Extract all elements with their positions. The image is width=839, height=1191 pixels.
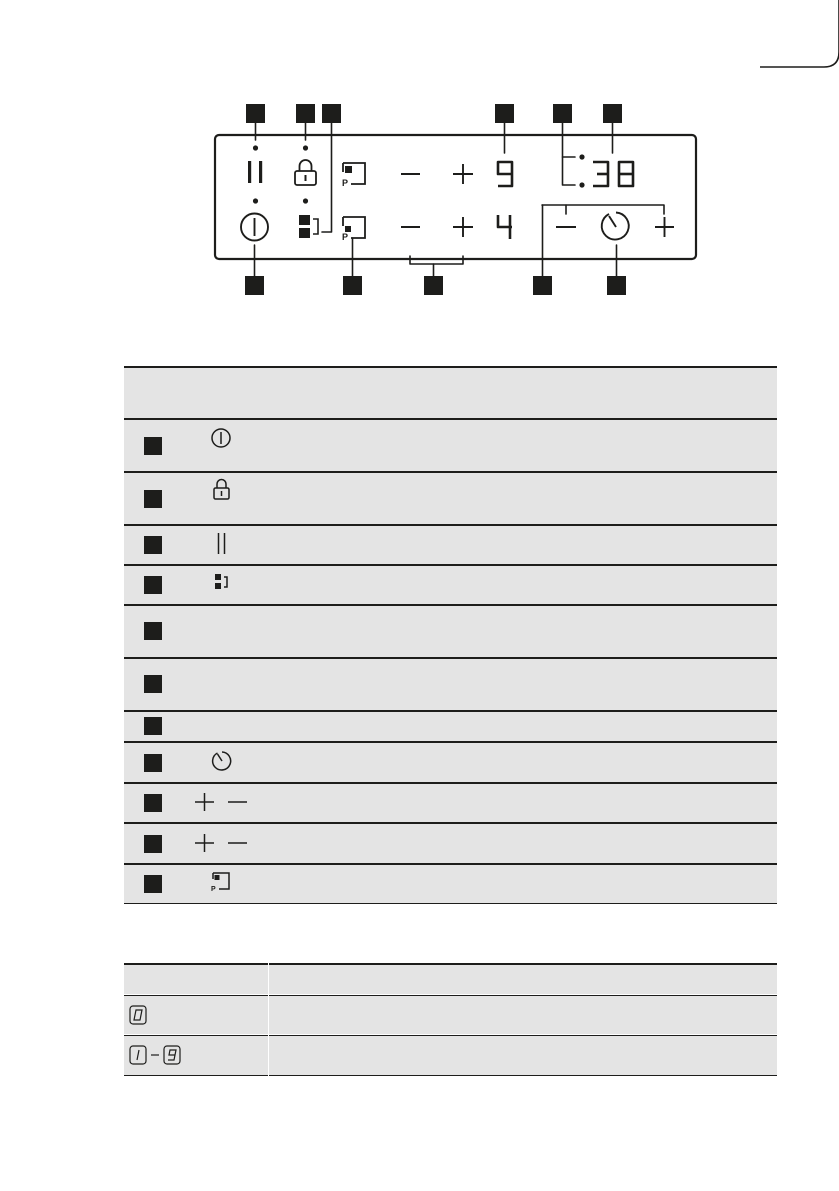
column-divider: [268, 963, 269, 1076]
bridge-icon: [299, 215, 318, 238]
row-marker: [144, 754, 162, 772]
row-marker: [144, 717, 162, 735]
display-table-header-row: [124, 963, 777, 994]
function-table-symbols: [180, 420, 270, 900]
row-marker: [144, 437, 162, 455]
display-table-row: [124, 996, 777, 1034]
row-marker: [144, 576, 162, 594]
row-marker: [144, 490, 162, 508]
panel-outline: [215, 135, 696, 259]
display-table-symbols: [124, 996, 204, 1076]
pause-icon: [248, 161, 262, 183]
row-marker: [144, 675, 162, 693]
lock-icon: [295, 160, 316, 185]
display-table-row: [124, 1036, 777, 1075]
on-off-icon: [241, 214, 268, 241]
timer-icon: [213, 752, 231, 770]
display-digit-9-icon: [164, 1046, 180, 1064]
plus-minus-icon: [195, 834, 247, 852]
power-boost-bottom-icon: [342, 217, 365, 242]
row-marker: [144, 875, 162, 893]
lock-icon: [214, 480, 229, 500]
pause-icon: [219, 533, 225, 554]
display-digit-0-icon: [130, 1006, 146, 1024]
row-marker: [144, 536, 162, 554]
row-marker: [144, 794, 162, 812]
digit-8-display: [619, 162, 633, 186]
digit-4-display: [498, 215, 512, 239]
display-digit-1-icon: [130, 1046, 146, 1064]
bridge-icon: [215, 574, 227, 589]
power-boost-top-icon: [342, 163, 365, 188]
table-header-row: [124, 366, 777, 418]
timer-icon: [602, 213, 629, 240]
row-marker: [144, 835, 162, 853]
on-off-icon: [212, 429, 230, 447]
digit-3-display: [593, 162, 608, 186]
svg-text:P: P: [211, 886, 216, 893]
row-marker: [144, 622, 162, 640]
svg-text:P: P: [342, 232, 349, 242]
digit-9-display: [498, 162, 512, 186]
svg-text:P: P: [342, 178, 349, 188]
power-boost-icon: [211, 873, 229, 893]
plus-minus-icon: [195, 793, 247, 811]
panel-drawing: [0, 0, 839, 320]
